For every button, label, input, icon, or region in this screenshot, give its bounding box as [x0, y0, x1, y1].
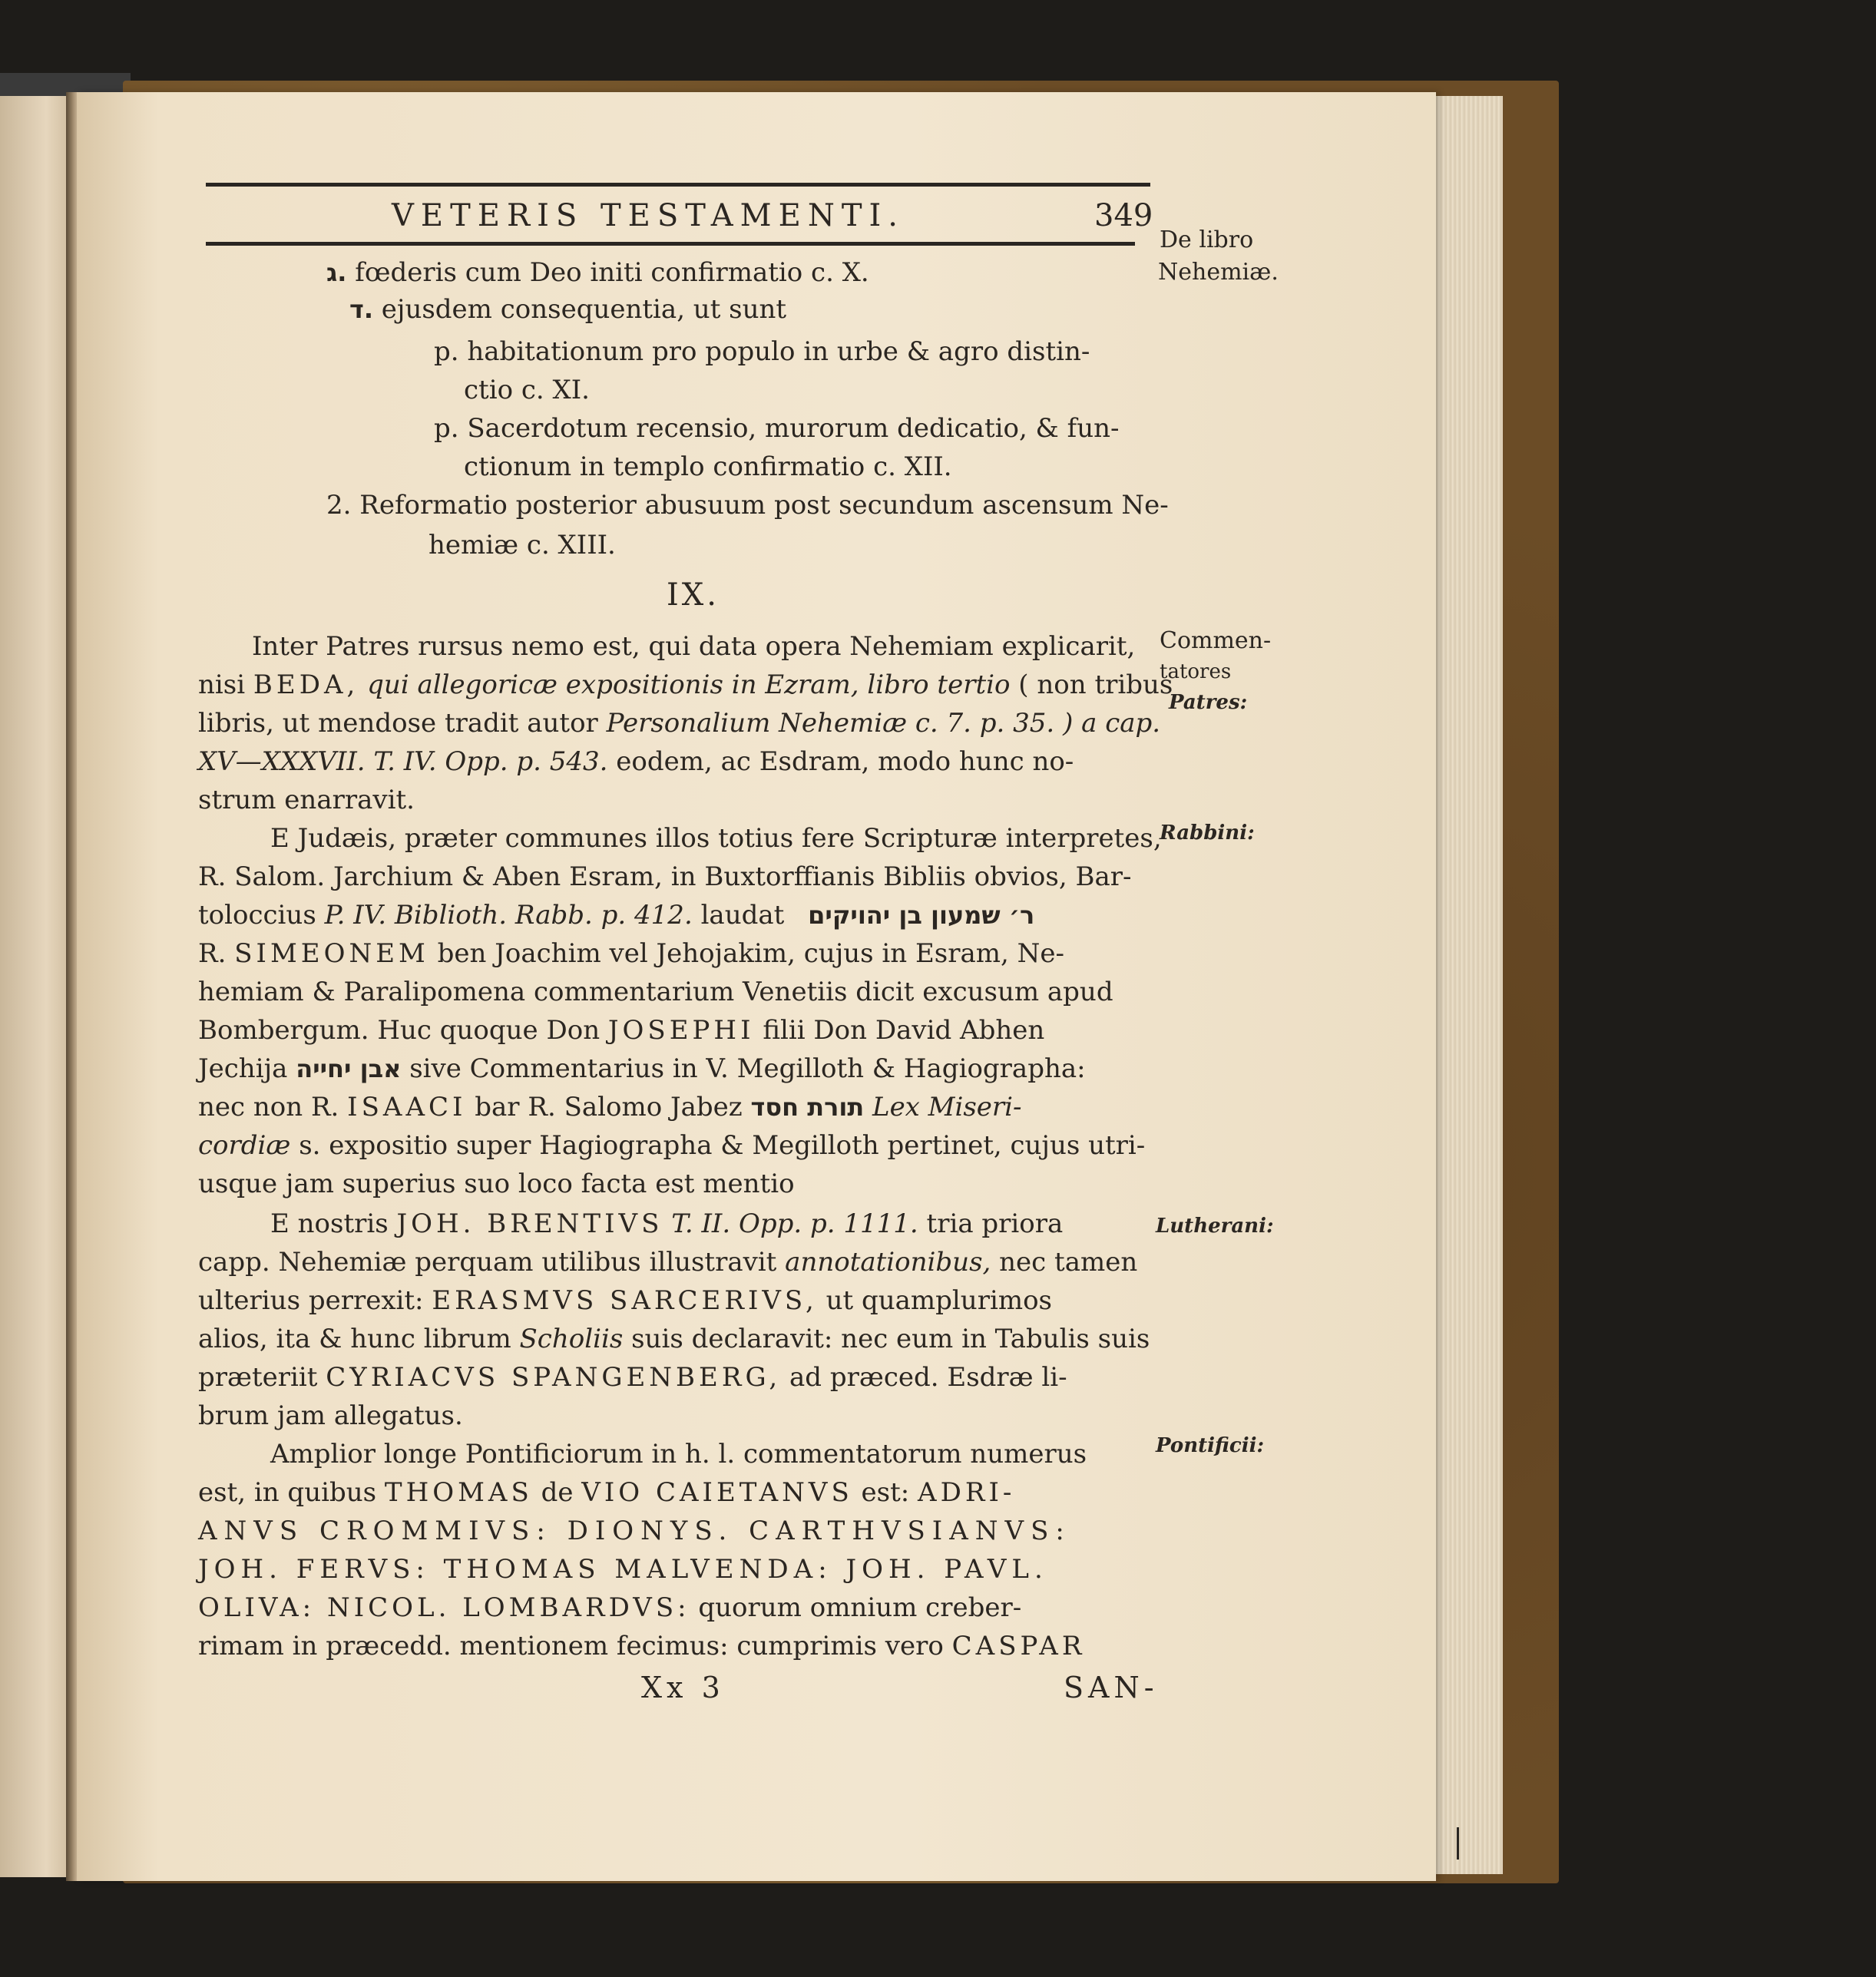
gutter-shadow: [66, 92, 77, 1881]
text: est, in quibus: [198, 1477, 377, 1508]
margin-note-tatores: tatores: [1160, 660, 1232, 683]
text: de: [541, 1477, 574, 1508]
author-name: BEDA,: [253, 669, 359, 700]
margin-note-lutherani: Lutherani:: [1156, 1215, 1274, 1238]
text: Bombergum. Huc quoque Don: [198, 1015, 601, 1046]
header-rule-top: [206, 183, 1150, 187]
p2-line: usque jam superius suo loco facta est mentio: [198, 1169, 795, 1199]
p4-line: ANVS CROMMIVS: DIONYS. CARTHVSIANVS:: [198, 1516, 1071, 1546]
page-fore-edge: [1428, 96, 1503, 1874]
text: libris, ut mendose tradit autor: [198, 708, 598, 739]
text: quorum omnium creber-: [698, 1592, 1022, 1623]
text: nec tamen: [999, 1247, 1138, 1278]
outline-line: ctionum in templo confirmatio c. XII.: [464, 451, 952, 482]
text: rimam in præcedd. mentionem fecimus: cumprimis vero: [198, 1631, 944, 1661]
text: R.: [198, 938, 227, 969]
p2-line: [198, 1015, 1044, 1046]
text: sive Commentarius in V. Megilloth & Hagiographa:: [409, 1053, 1086, 1084]
outline-text: ejusdem consequentia, ut sunt: [381, 294, 787, 325]
p2-line: [198, 1053, 1086, 1084]
p4-line: [198, 1631, 1085, 1661]
author-name: ADRI-: [918, 1477, 1016, 1508]
text: eodem, ac Esdram, modo hunc no-: [616, 746, 1074, 777]
p4-line: Amplior longe Pontificiorum in h. l. commentatorum numerus: [270, 1439, 1087, 1470]
margin-note-pontificii: Pontificii:: [1156, 1434, 1265, 1457]
p2-line: [198, 1092, 1022, 1122]
text: ben Joachim vel Jehojakim, cujus in Esram, Ne-: [437, 938, 1064, 969]
edge-mark: [1457, 1827, 1459, 1860]
author-name: JOSEPHI: [607, 1015, 755, 1046]
text: Jechija: [198, 1053, 288, 1084]
margin-note-rabbini: Rabbini:: [1160, 822, 1255, 845]
text: nec non R.: [198, 1092, 339, 1122]
outline-line: 2. Reformatio posterior abusuum post secundum ascensum Ne-: [326, 490, 1169, 521]
text: filii Don David Abhen: [763, 1015, 1045, 1046]
text: tria priora: [926, 1208, 1064, 1239]
text: ad præced. Esdræ li-: [789, 1362, 1067, 1393]
author-name: VIO CAIETANVS: [581, 1477, 853, 1508]
facing-page-edge: [0, 96, 66, 1877]
p3-line: [198, 1285, 1052, 1316]
author-name: CYRIACVS SPANGENBERG,: [326, 1362, 782, 1393]
p2-line: hemiam & Paralipomena commentarium Venetiis dicit excusum apud: [198, 977, 1113, 1007]
author-name: THOMAS: [384, 1477, 533, 1508]
hebrew-letter: ג.: [326, 258, 347, 287]
section-number: IX.: [667, 577, 720, 613]
margin-note-nehemiae: Nehemiæ.: [1158, 259, 1279, 286]
title-italic: Scholiis: [519, 1324, 624, 1354]
p2-line: [198, 900, 1034, 931]
p4-line: [198, 1592, 1021, 1623]
text: s. expositio super Hagiographa & Megilloth pertinet, cujus utri-: [299, 1130, 1146, 1161]
hebrew-text: אבן יחייה: [296, 1054, 402, 1083]
citation-italic: XV—XXXVII. T. IV. Opp. p. 543.: [198, 746, 608, 777]
text: suis declaravit: nec eum in Tabulis suis: [631, 1324, 1150, 1354]
outline-line: p. Sacerdotum recensio, murorum dedicatio, & fun-: [434, 413, 1120, 444]
p3-line: [198, 1324, 1150, 1354]
text: capp. Nehemiæ perquam utilibus illustravit: [198, 1247, 777, 1278]
p1-line: [198, 746, 1074, 777]
header-rule-bottom: [206, 242, 1135, 246]
text: bar R. Salomo Jabez: [475, 1092, 743, 1122]
citation-italic: P. IV. Biblioth. Rabb. p. 412.: [324, 900, 693, 931]
p3-line: brum jam allegatus.: [198, 1400, 463, 1431]
outline-line: ctio c. XI.: [464, 375, 590, 405]
p3-line: [270, 1208, 1063, 1239]
outline-line: [326, 257, 869, 288]
running-title: VETERIS TESTAMENTI.: [392, 198, 905, 233]
text: præteriit: [198, 1362, 318, 1393]
author-name: OLIVA: NICOL. LOMBARDVS:: [198, 1592, 690, 1623]
title-italic: qui allegoricæ expositionis in Ezram, libro tertio: [367, 669, 1011, 700]
author-name: SIMEONEM: [234, 938, 429, 969]
p1-line: strum enarravit.: [198, 785, 415, 815]
p1-line: [198, 708, 1160, 739]
text: ulterius perrexit:: [198, 1285, 424, 1316]
author-name: CASPAR: [951, 1631, 1086, 1661]
p1-line: [198, 669, 1173, 700]
p2-line: R. Salom. Jarchium & Aben Esram, in Buxtorffianis Bibliis obvios, Bar-: [198, 861, 1132, 892]
text: E nostris: [270, 1208, 389, 1239]
p1-line: Inter Patres rursus nemo est, qui data opera Nehemiam explicarit,: [252, 631, 1136, 662]
outline-line: p. habitationum pro populo in urbe & agro distin-: [434, 336, 1090, 367]
p2-line: E Judæis, præter communes illos totius fere Scripturæ interpretes,: [270, 823, 1162, 854]
text: alios, ita & hunc librum: [198, 1324, 511, 1354]
signature-mark: Xx 3: [641, 1671, 725, 1704]
text: nisi: [198, 669, 246, 700]
p2-line: [198, 938, 1064, 969]
p4-line: [198, 1477, 1015, 1508]
p3-line: [198, 1362, 1067, 1393]
author-name: ISAACI: [347, 1092, 467, 1122]
page-number: 349: [1094, 198, 1153, 233]
title-italic: cordiæ: [198, 1130, 291, 1161]
p3-line: [198, 1247, 1137, 1278]
title-italic: Lex Miseri-: [872, 1092, 1022, 1122]
title-italic: Personalium Nehemiæ c. 7. p. 35.: [606, 708, 1055, 739]
text: ( non tribus: [1018, 669, 1173, 700]
hebrew-letter: ד.: [349, 295, 373, 324]
outline-line: [349, 294, 786, 325]
margin-note-patres: Patres:: [1169, 691, 1248, 714]
hebrew-text: תורת חסד: [750, 1093, 865, 1122]
citation-italic: T. II. Opp. p. 1111.: [671, 1208, 918, 1239]
title-italic: annotationibus,: [785, 1247, 991, 1278]
author-name: JOH. BRENTIVS: [396, 1208, 663, 1239]
hebrew-text: ר׳ שמעון בן יהויקים: [808, 901, 1035, 930]
author-name: ERASMVS SARCERIVS,: [432, 1285, 818, 1316]
catchword: SAN-: [1064, 1671, 1159, 1704]
text: laudat: [700, 900, 785, 931]
outline-text: fœderis cum Deo initi confirmatio c. X.: [355, 257, 869, 288]
text: ut quamplurimos: [826, 1285, 1052, 1316]
text: toloccius: [198, 900, 316, 931]
text: est:: [861, 1477, 910, 1508]
p2-line: [198, 1130, 1145, 1161]
outline-line: hemiæ c. XIII.: [428, 530, 616, 560]
p4-line: JOH. FERVS: THOMAS MALVENDA: JOH. PAVL.: [198, 1554, 1048, 1585]
text: ) a cap.: [1063, 708, 1161, 739]
margin-note-de-libro: De libro: [1160, 226, 1254, 253]
margin-note-commentatores: Commen-: [1160, 627, 1272, 654]
